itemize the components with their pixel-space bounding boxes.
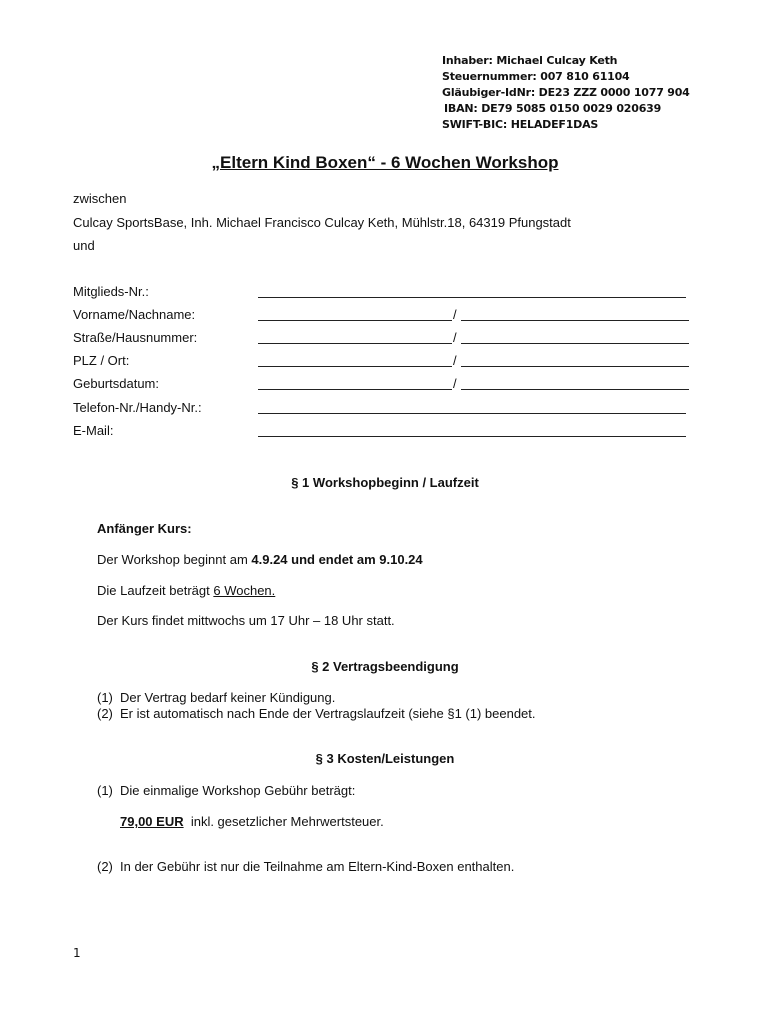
creditor-id-line: Gläubiger-IdNr: DE23 ZZZ 0000 1077 904	[442, 86, 690, 99]
street-field[interactable]	[258, 343, 452, 344]
email-field[interactable]	[258, 436, 686, 437]
section3-item2: In der Gebühr ist nur die Teilnahme am Eltern-Kind-Boxen enthalten.	[120, 859, 515, 874]
field-separator: /	[453, 330, 457, 345]
tax-number-line: Steuernummer: 007 810 61104	[442, 70, 630, 83]
section3-item2-num: (2)	[97, 859, 113, 874]
birthdate-label: Geburtsdatum:	[73, 376, 159, 391]
birthdate-field[interactable]	[258, 389, 452, 390]
workshop-dates-text	[97, 552, 423, 567]
section2-item1-num: (1)	[97, 690, 113, 705]
last-name-field[interactable]	[461, 320, 689, 321]
city-field[interactable]	[461, 366, 689, 367]
name-label: Vorname/Nachname:	[73, 307, 196, 322]
document-title: „Eltern Kind Boxen“ - 6 Wochen Workshop	[211, 153, 559, 172]
workshop-dates: 4.9.24 und endet am 9.10.24	[251, 552, 423, 567]
duration-text	[97, 583, 275, 598]
section3-item1-num: (1)	[97, 783, 113, 798]
and-text: und	[73, 238, 95, 253]
schedule-text: Der Kurs findet mittwochs um 17 Uhr – 18 Uhr statt.	[97, 613, 395, 628]
zip-city-label: PLZ / Ort:	[73, 353, 130, 368]
first-name-field[interactable]	[258, 320, 452, 321]
duration-value: 6 Wochen.	[213, 583, 276, 598]
price-line	[120, 814, 384, 829]
birthdate-field-2[interactable]	[461, 389, 689, 390]
member-number-label: Mitglieds-Nr.:	[73, 284, 149, 299]
between-text: zwischen	[73, 191, 127, 206]
start-prefix: Der Workshop beginnt am	[97, 552, 252, 567]
email-label: E-Mail:	[73, 423, 114, 438]
section3-heading: § 3 Kosten/Leistungen	[315, 751, 455, 766]
zip-field[interactable]	[258, 366, 452, 367]
party-text: Culcay SportsBase, Inh. Michael Francisco Culcay Keth, Mühlstr.18, 64319 Pfungstadt	[73, 215, 571, 230]
price-note: inkl. gesetzlicher Mehrwertsteuer.	[190, 814, 384, 829]
iban-line: IBAN: DE79 5085 0150 0029 020639	[444, 102, 662, 115]
section1-heading: § 1 Workshopbeginn / Laufzeit	[291, 475, 479, 490]
page-number: 1	[73, 946, 81, 960]
section2-item2-num: (2)	[97, 706, 113, 721]
section2-item2: Er ist automatisch nach Ende der Vertragslaufzeit (siehe §1 (1) beendet.	[120, 706, 536, 721]
duration-prefix: Die Laufzeit beträgt	[97, 583, 214, 598]
field-separator: /	[453, 376, 457, 391]
section2-item1: Der Vertrag bedarf keiner Kündigung.	[120, 690, 336, 705]
member-number-field[interactable]	[258, 297, 686, 298]
phone-field[interactable]	[258, 413, 686, 414]
section2-heading: § 2 Vertragsbeendigung	[311, 659, 459, 674]
beginner-course-heading: Anfänger Kurs:	[97, 521, 192, 536]
field-separator: /	[453, 353, 457, 368]
bic-line: SWIFT-BIC: HELADEF1DAS	[442, 118, 599, 131]
section3-item1: Die einmalige Workshop Gebühr beträgt:	[120, 783, 356, 798]
price-value: 79,00 EUR	[120, 814, 184, 829]
field-separator: /	[453, 307, 457, 322]
street-label: Straße/Hausnummer:	[73, 330, 198, 345]
owner-line: Inhaber: Michael Culcay Keth	[442, 54, 618, 67]
house-number-field[interactable]	[461, 343, 689, 344]
phone-label: Telefon-Nr./Handy-Nr.:	[73, 400, 202, 415]
